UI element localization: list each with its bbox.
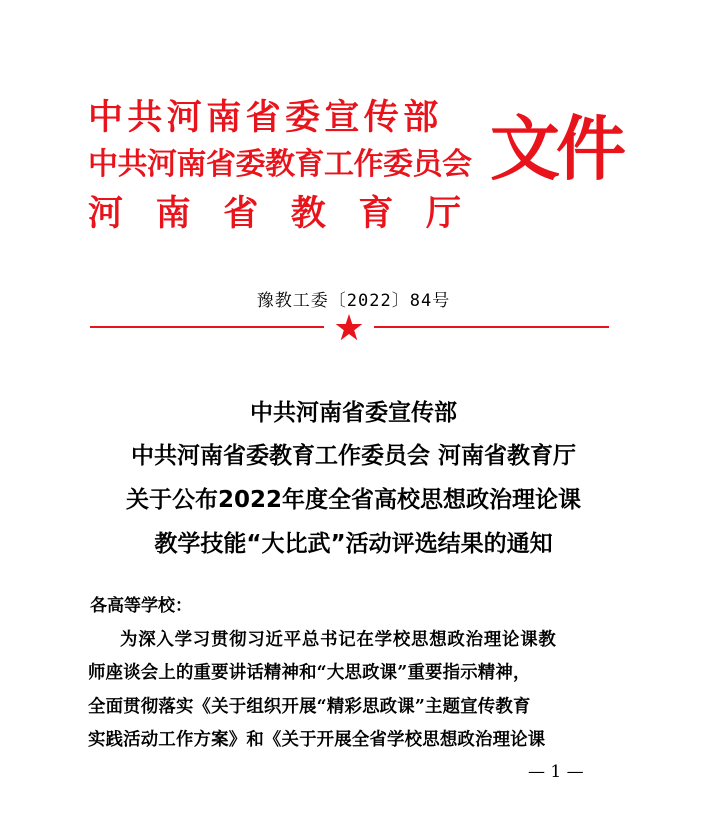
body-paragraph-line: 为深入学习贯彻习近平总书记在学校思想政治理论课教: [120, 630, 557, 650]
issuer-publicity-department: 中共河南省委宣传部: [88, 97, 443, 138]
salutation: 各高等学校：: [90, 596, 192, 616]
notice-title-line: 中共河南省委宣传部: [250, 400, 457, 426]
notice-title-line: 中共河南省委教育工作委员会 河南省教育厅: [130, 443, 576, 469]
body-paragraph-line: 师座谈会上的重要讲话精神和“大思政课”重要指示精神，: [88, 663, 531, 683]
issuer-education-work-committee: 中共河南省委教育工作委员会: [88, 147, 472, 182]
document-word: 文件: [490, 107, 622, 190]
separator-line-left: [90, 326, 324, 328]
body-paragraph-line: 实践活动工作方案》和《关于开展全省学校思想政治理论课: [88, 730, 546, 750]
body-paragraph-line: 全面贯彻落实《关于组织开展“精彩思政课”主题宣传教育: [88, 697, 531, 717]
notice-title-line: 关于公布2022年度全省高校思想政治理论课: [125, 487, 581, 513]
issuer-education-department: 河南省教育厅: [88, 193, 494, 234]
page-number: — 1 —: [528, 762, 584, 782]
document-number: 豫教工委〔2022〕84号: [256, 291, 451, 311]
notice-title-line: 教学技能“大比武”活动评选结果的通知: [154, 531, 553, 557]
star-icon: [333, 312, 365, 344]
separator-line-right: [374, 326, 609, 328]
